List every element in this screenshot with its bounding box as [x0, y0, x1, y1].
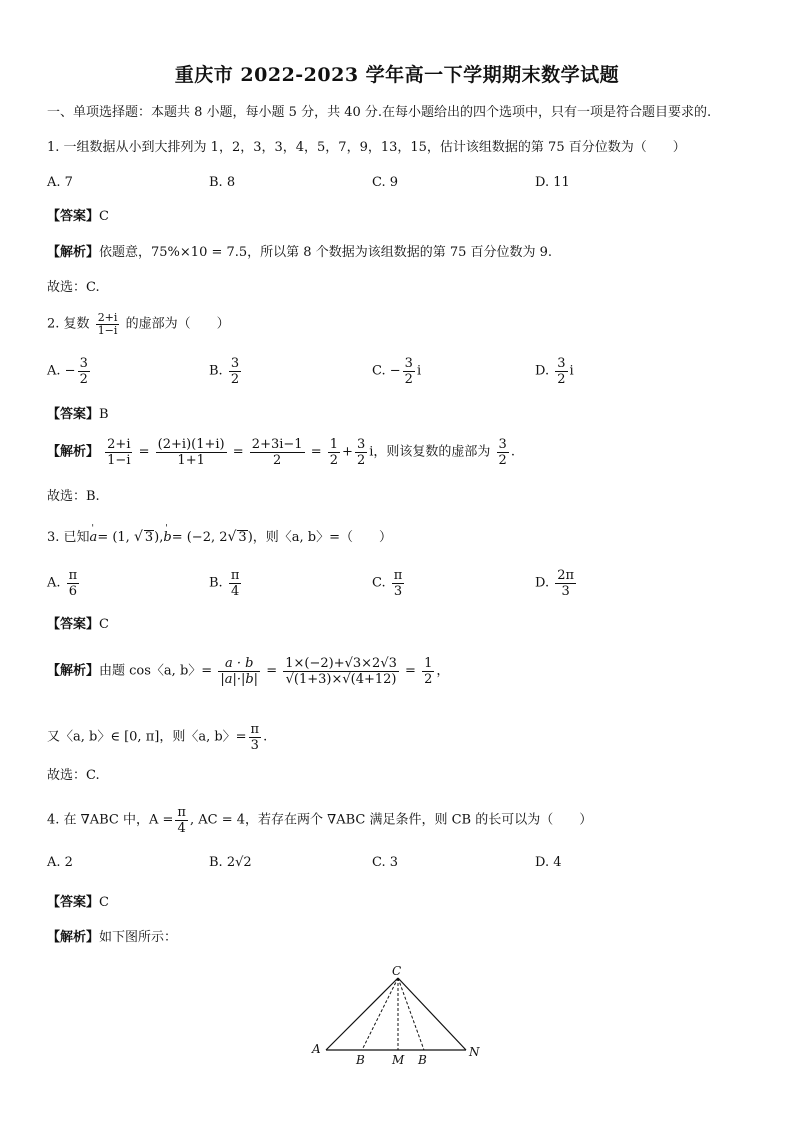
q3-option-c: C. $\frac{\pi}{3}$: [372, 568, 403, 599]
q1-option-b: B. 8: [209, 175, 236, 190]
q4-stem: 4. 在 ∇ABC 中，A = $\frac{\pi}{4}$ , AC = 4，若存在两个 ∇ABC 满足条件，则 CB 的长可以为（ ）: [47, 805, 593, 836]
q2-answer: 【答案】B: [47, 407, 109, 422]
label-b-left: B: [356, 1053, 365, 1067]
q1-option-c: C. 9: [372, 175, 399, 190]
q4-option-d: D. 4: [535, 855, 562, 870]
label-n: N: [469, 1045, 480, 1059]
page-title: 重庆市 2022-2023 学年高一下学期期末数学试题: [174, 64, 620, 86]
q3-option-a: A. $\frac{\pi}{6}$: [47, 568, 78, 599]
q4-answer: 【答案】C: [47, 895, 109, 910]
dashed-cb-left: [362, 978, 398, 1050]
q3-stem: 3. 已知' a= (1, √ 3),' b= (−2, 2√ 3)，则〈a, b〉=（ ）: [47, 527, 392, 548]
q2-stem: 2. 复数 $\frac{2+i}{1-i}$ 的虚部为（ ）: [47, 311, 230, 337]
dashed-cb-right: [398, 978, 424, 1050]
q4-option-c: C. 3: [372, 855, 399, 870]
q2-conclusion: 故选：B.: [47, 489, 100, 504]
label-a: A: [312, 1042, 321, 1056]
q4-option-b: B. 2√2: [209, 855, 252, 870]
q2-option-d: D. $\frac{3}{2}$ i: [535, 356, 574, 387]
side-cn: [398, 978, 466, 1050]
analysis-tag: 【解析】: [47, 245, 100, 260]
q1-stem: 1. 一组数据从小到大排列为 1，2，3，3，4，5，7，9，13，15，估计该组数据的第 75 百分位数为（ ）: [47, 140, 686, 155]
q1-analysis-text: 依题意，75%×10 = 7.5，所以第 8 个数据为该组数据的第 75 百分位数为 9.: [99, 245, 553, 260]
q2-analysis: 【解析】 $\frac{2+i}{1-i}$ = $\frac{(2+i)(1+i)}{1+1}$ = $\frac{2+3i-1}{2}$ = $\frac{1}{2}$ + $\frac{3}{2}$ i，则该复数的虚部为 $\frac{3}{2}$ .: [47, 437, 515, 468]
q3-option-d: D. $\frac{2\pi}{3}$: [535, 568, 575, 599]
q1-option-d: D. 11: [535, 175, 570, 190]
side-ac: [326, 978, 398, 1050]
q4-option-a: A. 2: [47, 855, 73, 870]
answer-tag: 【答案】: [47, 209, 100, 224]
q3-analysis-line2: 又〈a, b〉∈ [0, π]，则〈a, b〉= $\frac{\pi}{3}$ .: [47, 722, 268, 753]
q2-option-a: A. − $\frac{3}{2}$: [47, 356, 88, 387]
label-m: M: [392, 1053, 405, 1067]
q3-analysis-line1: 【解析】由题 cos〈a, b〉= $\frac{a \cdot b}{|a|\cdot|b|}$ = $\frac{1\times(-2)+√3\times 2√3}{√(1+3)\times√(4+12)}$ = $\frac{1}{2}$ ，: [47, 656, 450, 687]
label-b-right: B: [418, 1053, 427, 1067]
section-heading: 一、单项选择题：本题共 8 小题，每小题 5 分，共 40 分.在每小题给出的四个选项中，只有一项是符合题目要求的.: [47, 105, 712, 120]
q3-option-b: B. $\frac{\pi}{4}$: [209, 568, 240, 599]
q2-option-b: B. $\frac{3}{2}$: [209, 356, 240, 387]
q4-analysis: 【解析】如下图所示：: [47, 930, 178, 945]
q1-option-a: A. 7: [47, 175, 73, 190]
q3-conclusion: 故选：C.: [47, 768, 100, 783]
q2-stem-fraction: $\frac{2+i}{1-i}$: [97, 311, 118, 337]
q2-option-c: C. − $\frac{3}{2}$ i: [372, 356, 422, 387]
q1-conclusion: 故选：C.: [47, 280, 100, 295]
q1-answer-value: C: [99, 209, 109, 224]
label-c: C: [392, 964, 402, 978]
q3-answer: 【答案】C: [47, 617, 109, 632]
